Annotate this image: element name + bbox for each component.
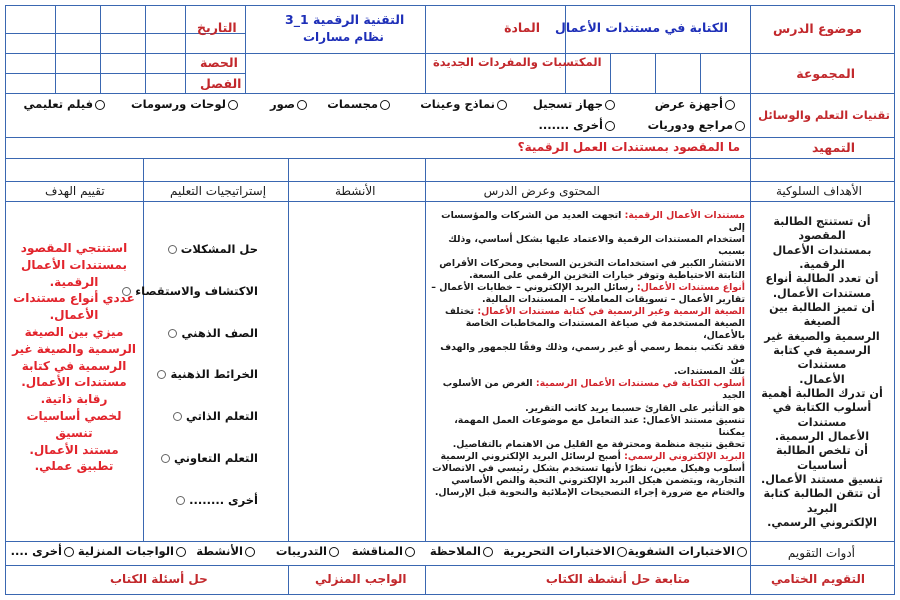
objective-line: أن تستنتج الطالبة المقصود — [773, 215, 871, 243]
radio-icon — [483, 547, 493, 557]
radio-icon — [64, 547, 74, 557]
assessment-option[interactable] — [503, 546, 627, 558]
content-key: أنواع مستندات الأعمال: — [636, 282, 745, 294]
grid-line — [288, 565, 289, 594]
grid-line — [143, 158, 144, 541]
content-key: تنسيق مستند الأعمال: — [642, 414, 745, 426]
assessment-label: أدوات التقويم — [787, 546, 855, 560]
radio-icon — [228, 100, 238, 110]
final-label: التقويم الختامي — [770, 572, 865, 586]
evaluation-line: الرسمية والصيغة غير — [12, 341, 136, 356]
activities-header: الأنشطة — [335, 184, 376, 198]
grid-line — [750, 5, 751, 594]
grid-line — [5, 137, 895, 138]
assessment-option[interactable] — [430, 546, 493, 558]
grid-line — [55, 5, 56, 93]
objective-line: مستندات الأعمال. — [772, 286, 872, 300]
subject-value-line2: نظام مسارات — [303, 30, 384, 44]
objective-line: أسلوب الكتابة في مستندات — [772, 401, 872, 429]
radio-icon — [168, 329, 177, 338]
strategy-option[interactable] — [167, 409, 258, 423]
group-label: المجموعة — [796, 66, 855, 81]
assessment-option-label: الاختبارات الشفوية — [627, 544, 735, 558]
content-key: مستندات الأعمال الرقمية: — [624, 210, 745, 221]
assessment-option-label: الأنشطة — [196, 544, 243, 558]
homework-label: الواجب المنزلي — [315, 572, 407, 586]
strategy-label: الاكتشاف والاستقصاء — [135, 284, 258, 298]
radio-icon — [737, 547, 747, 557]
assessment-option[interactable] — [352, 546, 415, 558]
content-text: تختلف — [444, 306, 475, 318]
evaluation-line: مستند الأعمال. — [29, 442, 119, 457]
content-header: المحتوى وعرض الدرس — [483, 184, 600, 198]
assessment-option[interactable] — [78, 546, 186, 558]
radio-icon — [157, 370, 166, 379]
lesson-topic-label: موضوع الدرس — [772, 21, 862, 36]
tools-label: تقنيات التعلم والوسائل — [758, 108, 890, 122]
grid-line — [5, 73, 245, 74]
objectives-header: الأهداف السلوكية — [775, 184, 862, 198]
tool-option[interactable] — [655, 99, 735, 111]
strategy-label: أخرى ........ — [189, 493, 258, 507]
grid-line — [5, 5, 6, 594]
assessment-option-label: الملاحظة — [429, 544, 481, 558]
content-line: الانتشار الكبير في استخدامات التخزين السحابي ومحركات الأقراص — [439, 258, 745, 270]
tool-option[interactable] — [538, 120, 615, 132]
grid-line — [425, 565, 426, 594]
assessment-option-label: أخرى .... — [10, 544, 62, 558]
content-line — [429, 415, 745, 439]
strategy-label: التعلم التعاوني — [173, 451, 258, 465]
content-line — [429, 306, 745, 318]
tool-option[interactable] — [270, 99, 307, 111]
content-key: الصيغة الرسمية وغير الرسمية في كتابة مستندات الأعمال: — [477, 306, 745, 318]
evaluation-line: تطبيق عملي. — [34, 459, 114, 474]
content-line — [429, 210, 745, 234]
tool-option-label: أخرى ....... — [538, 118, 603, 132]
content-line: والختام مع ضرورة إجراء التصحيحات الإملائية والنحوية قبل الإرسال. — [434, 486, 745, 498]
tool-option-label: جهاز تسجيل — [532, 97, 603, 111]
tool-option-label: مجسمات — [327, 97, 378, 111]
intro-label: التمهيد — [811, 140, 855, 155]
strategy-label: حل المشكلات — [180, 242, 258, 256]
tool-option-label: لوحات ورسومات — [131, 97, 226, 111]
subject-label: المادة — [504, 20, 540, 35]
radio-icon — [405, 547, 415, 557]
tool-option[interactable] — [533, 99, 615, 111]
tool-option[interactable] — [420, 99, 507, 111]
strategy-label: التعلم الذاتي — [186, 409, 258, 423]
book-questions-label: حل أسئلة الكتاب — [110, 572, 208, 586]
content-line: الصيغة المستخدمة في صياغة المستندات والمخاطبات الخاصة بالأعمال، — [465, 318, 745, 342]
content-key: البريد الإلكتروني الرسمي: — [624, 450, 745, 462]
grid-line — [425, 5, 426, 93]
objective-line: أن تتقن الطالبة كتابة البريد — [763, 487, 881, 515]
grid-line — [145, 5, 146, 93]
evaluation-header: تقييم الهدف — [45, 184, 105, 198]
evaluation-line: الرقمية. — [49, 274, 99, 289]
subject-value-line1: التقنية الرقمية 1_3 — [285, 12, 405, 27]
radio-icon — [497, 100, 507, 110]
evaluation-line: الأعمال. — [49, 308, 99, 323]
radio-icon — [617, 547, 627, 557]
content-text: اتجهت العديد من الشركات والمؤسسات إلى — [441, 210, 745, 234]
assessment-option[interactable] — [11, 546, 74, 558]
grid-line — [894, 5, 895, 594]
objective-line: أن تدرك الطالبة أهمية — [761, 386, 883, 400]
assessment-option[interactable] — [196, 546, 255, 558]
assessment-option-label: المناقشة — [351, 544, 403, 558]
grid-line — [5, 158, 895, 159]
radio-icon — [245, 547, 255, 557]
objective-line: الأعمال. — [799, 372, 845, 386]
radio-icon — [735, 121, 745, 131]
radio-icon — [176, 496, 185, 505]
evaluation-line: ميزي بين الصيغة — [24, 324, 124, 339]
tool-option[interactable] — [24, 99, 105, 111]
grid-line — [565, 5, 566, 93]
period-label: الحصة — [200, 55, 238, 70]
evaluation-line: استنتجي المقصود — [20, 241, 128, 255]
strategy-option[interactable] — [170, 493, 258, 507]
radio-icon — [176, 547, 186, 557]
tool-option-label: نماذج وعينات — [420, 97, 495, 111]
strategy-option[interactable] — [151, 367, 258, 381]
content-line — [429, 378, 745, 402]
strategy-option[interactable] — [155, 451, 258, 465]
class-label: الفصل — [200, 76, 242, 91]
objectives-text — [756, 215, 888, 530]
grid-line — [5, 53, 895, 54]
grid-line — [100, 5, 101, 93]
objective-line: الرسمية والصيغة غير — [764, 329, 880, 343]
content-line: تقارير الأعمال – تسويقات المعاملات – المستندات المالية. — [481, 294, 745, 306]
lesson-content — [429, 210, 745, 499]
radio-icon — [380, 100, 390, 110]
objective-line: أن تميز الطالبة بين الصيغة — [769, 300, 875, 329]
evaluation-text — [8, 240, 140, 475]
radio-icon — [725, 100, 735, 110]
content-line: فقد تكتب بنمط رسمي أو غير رسمي، وذلك وفقًا للجمهور والهدف من — [440, 342, 745, 366]
objective-line: بمستندات الأعمال الرقمية. — [772, 243, 872, 271]
objective-line: الرسمية في كتابة مستندات — [773, 343, 871, 372]
tool-option-label: أجهزة عرض — [654, 97, 723, 111]
evaluation-line: الرسمية في كتابة — [21, 358, 127, 373]
tool-option[interactable] — [327, 99, 390, 111]
content-line: هو التأثير على القارئ حسبما يريد كاتب التقرير. — [525, 402, 745, 414]
content-text: الغرض من الأسلوب الجيد — [442, 378, 745, 402]
radio-icon — [161, 454, 170, 463]
assessment-option-label: التدريبات — [275, 544, 327, 558]
grid-line — [5, 541, 895, 542]
grid-line — [245, 5, 246, 93]
radio-icon — [297, 100, 307, 110]
assessment-option[interactable] — [276, 546, 339, 558]
strategy-label: الخرائط الذهنية — [170, 367, 258, 381]
grid-line — [700, 53, 701, 93]
evaluation-line: مستندات الأعمال. — [21, 375, 127, 390]
intro-question: ما المقصود بمستندات العمل الرقمية؟ — [517, 140, 740, 154]
grid-line — [5, 594, 895, 595]
objective-line: أن تعدد الطالبة أنواع — [765, 272, 879, 286]
follow-up-label: متابعة حل أنشطة الكتاب — [545, 572, 690, 586]
objective-line: تنسيق مستند الأعمال. — [761, 472, 883, 486]
content-line: تلك المستندات. — [673, 366, 745, 378]
grid-line — [5, 565, 895, 566]
tool-option[interactable] — [131, 99, 238, 111]
content-line: الثابتة الاحتياطية وتوفر خيارات التخزين الرقمي على السعة. — [469, 270, 745, 282]
grid-line — [610, 53, 611, 93]
radio-icon — [605, 121, 615, 131]
strategy-option[interactable] — [162, 242, 258, 256]
assessment-option-label: الاختبارات التحريرية — [503, 544, 615, 558]
grid-line — [425, 158, 426, 541]
vocab-label: المكتسبات والمفردات الجديدة — [433, 55, 602, 69]
grid-line — [655, 53, 656, 93]
grid-line — [5, 181, 895, 182]
objective-line: أن تلخص الطالبة أساسيات — [776, 444, 868, 472]
tool-option-label: فيلم تعليمي — [23, 97, 93, 111]
strategies-header: إستراتيجيات التعليم — [170, 184, 267, 198]
content-text: عند التعامل مع موضوعات العمل المهمة، يمكننا — [454, 414, 745, 438]
grid-line — [288, 158, 289, 541]
evaluation-line: لخصي أساسيات تنسيق — [26, 408, 122, 440]
radio-icon — [329, 547, 339, 557]
content-line — [429, 282, 745, 294]
content-key: أسلوب الكتابة في مستندات الأعمال الرسمية: — [535, 378, 745, 390]
content-line: أسلوب وهيكل معين، نظرًا لأنها تستخدم بشكل رئيسي في الاتصالات — [432, 462, 745, 474]
objective-line: الإلكتروني الرسمي. — [767, 515, 877, 529]
grid-line — [5, 201, 895, 202]
content-line: تحقيق نتيجة منظمة ومحترفة مع القليل من الاهتمام بالتفاصيل. — [452, 438, 745, 450]
radio-icon — [605, 100, 615, 110]
grid-line — [5, 93, 895, 94]
assessment-option[interactable] — [628, 546, 747, 558]
radio-icon — [95, 100, 105, 110]
tool-option-label: صور — [270, 97, 295, 111]
strategy-option[interactable] — [162, 326, 258, 340]
assessment-option-label: الواجبات المنزلية — [77, 544, 174, 558]
strategy-label: الصف الذهني — [181, 326, 258, 340]
radio-icon — [168, 245, 177, 254]
content-text: رسائل البريد الإلكتروني – خطابات الأعمال – — [431, 282, 634, 294]
tool-option[interactable] — [648, 120, 745, 132]
evaluation-line: رقابة ذاتية. — [40, 392, 108, 407]
date-label: التاريخ — [197, 20, 237, 35]
content-line: استخدام المستندات الرقمية والاعتماد عليها بشكل أساسي، وذلك بسبب — [448, 234, 745, 258]
tool-option-label: مراجع ودوريات — [647, 118, 733, 132]
lesson-topic-value: الكتابة في مستندات الأعمال — [555, 20, 728, 35]
evaluation-line: بمستندات الأعمال — [20, 257, 128, 272]
content-line — [429, 451, 745, 463]
grid-line — [185, 5, 186, 93]
objective-line: الأعمال الرسمية. — [774, 429, 870, 443]
grid-line — [5, 5, 895, 6]
content-line: التجارية، ويتضمن هيكل البريد الإلكتروني التحية والنص الأساسي — [451, 474, 745, 486]
content-text: أصبح لرسائل البريد الإلكتروني الرسمية — [440, 450, 621, 462]
evaluation-line: عددي أنواع مستندات — [13, 291, 135, 306]
radio-icon — [173, 412, 182, 421]
